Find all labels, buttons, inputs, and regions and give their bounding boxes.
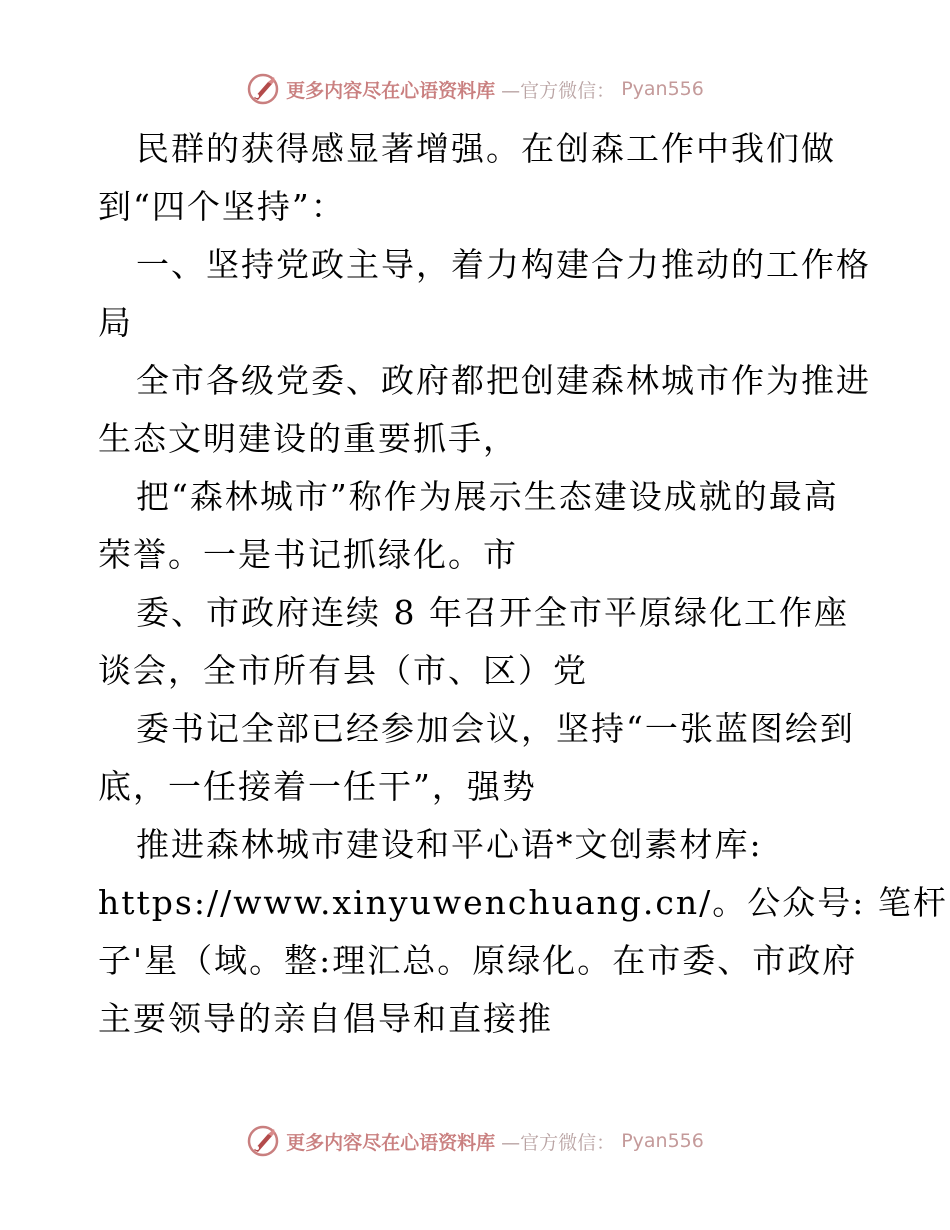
paragraph-line: 全市各级党委、政府都把创建森林城市作为推进	[136, 361, 871, 400]
watermark-sub-text: —官方微信：	[501, 1131, 616, 1154]
watermark-id-text: Pyan556	[621, 1130, 704, 1152]
paragraph-line: 底，一任接着一任干”，强势	[98, 767, 537, 806]
watermark-id-text: Pyan556	[621, 78, 704, 100]
paragraph-line: https://www.xinyuwenchuang.cn/。公众号: 笔杆	[98, 883, 948, 922]
paragraph-line: 委书记全部已经参加会议，坚持“一张蓝图绘到	[136, 709, 855, 748]
paragraph-line: 谈会，全市所有县（市、区）党	[98, 651, 588, 690]
paragraph-line: 荣誉。一是书记抓绿化。市	[98, 535, 518, 574]
paragraph-line: 委、市政府连续 8 年召开全市平原绿化工作座	[136, 593, 849, 632]
header-watermark	[0, 72, 950, 106]
paragraph-line: 一、坚持党政主导，着力构建合力推动的工作格	[136, 245, 871, 284]
paragraph-line: 主要领导的亲自倡导和直接推	[98, 999, 553, 1038]
paragraph-line: 生态文明建设的重要抓手，	[98, 419, 518, 458]
paragraph-line: 局	[98, 303, 133, 342]
watermark-sub-text: —官方微信：	[501, 79, 616, 102]
paragraph-line: 把“森林城市”称作为展示生态建设成就的最高	[136, 477, 839, 516]
footer-watermark	[0, 1124, 950, 1158]
paragraph-line: 到“四个坚持”：	[98, 187, 346, 226]
paragraph-line: 子'星（域。整:理汇总。原绿化。在市委、市政府	[98, 941, 858, 980]
watermark-main-text: 更多内容尽在心语资料库	[286, 1131, 496, 1154]
paragraph-line: 民群的获得感显著增强。在创森工作中我们做	[136, 129, 836, 168]
paragraph-line: 推进森林城市建设和平心语*文创素材库:	[136, 825, 763, 864]
quill-pen-logo-icon	[246, 1124, 280, 1158]
quill-pen-logo-icon	[246, 72, 280, 106]
watermark-main-text: 更多内容尽在心语资料库	[286, 79, 496, 102]
document-body	[98, 120, 948, 1048]
